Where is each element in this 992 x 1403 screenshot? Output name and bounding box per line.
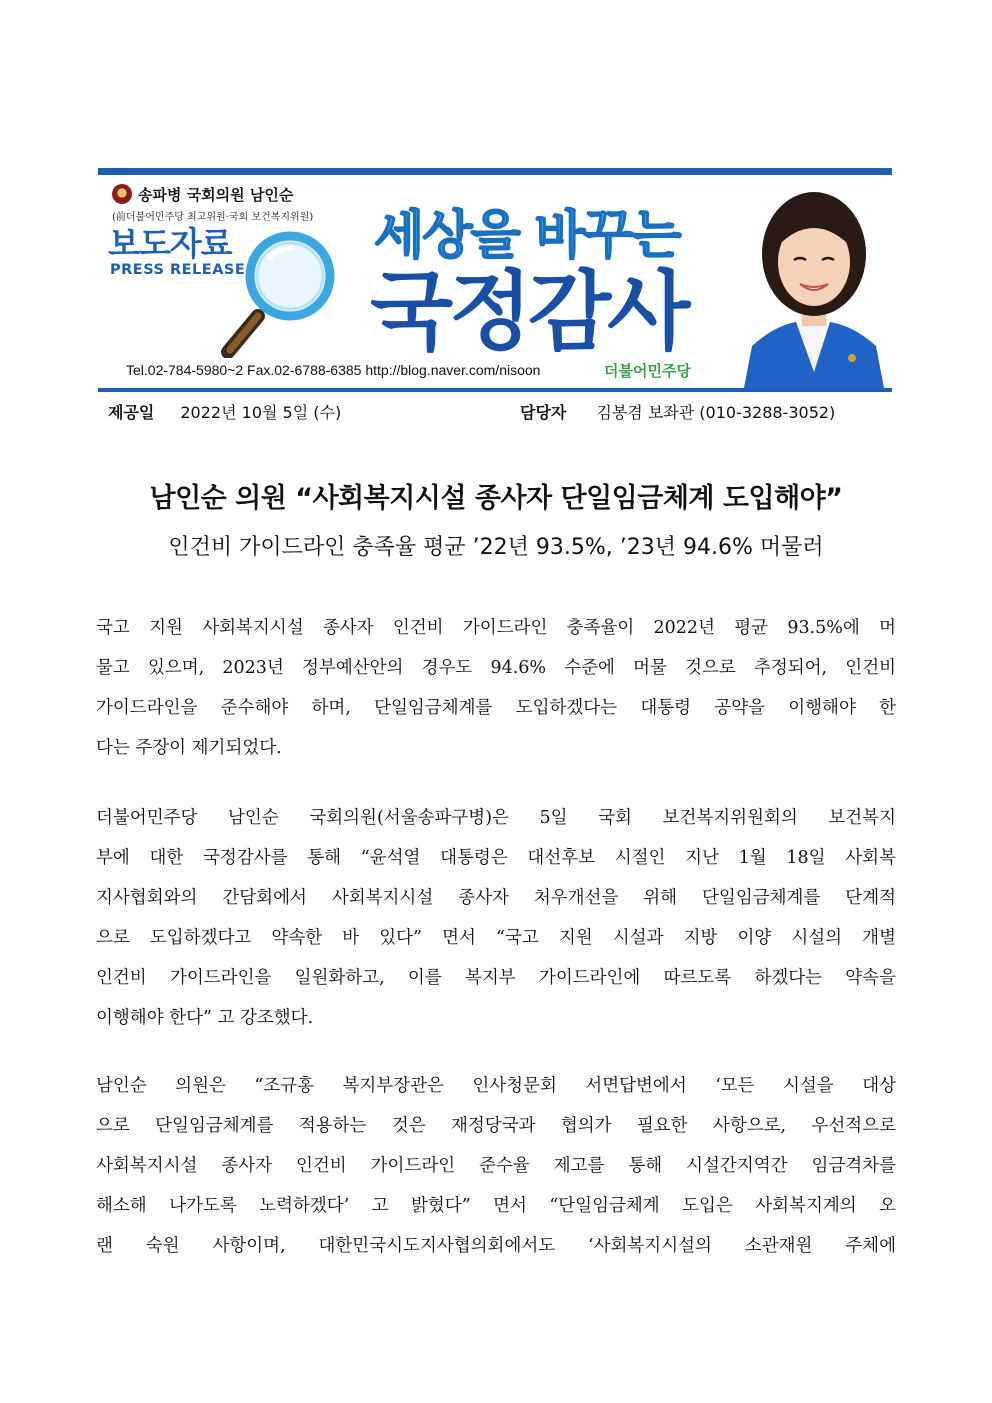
paragraph-line: 이행해야 한다” 고 강조했다.	[96, 1008, 314, 1028]
release-date-label: 제공일	[108, 403, 155, 422]
paragraph-line: 부에 대한 국정감사를 통해 “윤석열 대통령은 대선후보 시절인 지난 1월 18일 사회복	[96, 848, 896, 868]
paragraph-line: 남인순 의원은 “조규홍 복지부장관은 인사청문회 서면답변에서 ‘모든 시설을 대상	[96, 1076, 896, 1096]
member-affiliation: (前더불어민주당 최고위원·국회 보건복지위원)	[112, 212, 314, 223]
contact-person-label: 담당자	[520, 403, 567, 422]
banner-headline-line2: 국정감사	[370, 262, 687, 362]
contact-person-value: 김봉겸 보좌관 (010-3288-3052)	[596, 403, 836, 422]
paragraph-line: 국고 지원 사회복지시설 종사자 인건비 가이드라인 충족율이 2022년 평균 93.5%에 머	[96, 618, 896, 638]
member-portrait	[734, 176, 892, 388]
paragraph-line: 해소해 나가도록 노력하겠다’ 고 밝혔다” 면서 “단일임금체계 도입은 사회복지계의 오	[96, 1196, 896, 1216]
paragraph-line: 으로 단일임금체계를 적용하는 것은 재정당국과 협의가 필요한 사항으로, 우선적으로	[96, 1116, 896, 1136]
banner-bottom-bar	[98, 388, 892, 392]
press-release-label-english: PRESS RELEASE	[110, 262, 246, 278]
press-release-label-korean: 보도자료	[108, 224, 232, 263]
paragraph-line: 랜 숙원 사항이며, 대한민국시도지사협의회에서도 ‘사회복지시설의 소관재원 주체에	[96, 1236, 896, 1256]
body-paragraph-3	[96, 1066, 896, 1266]
paragraph-line: 인건비 가이드라인을 일원화하고, 이를 복지부 가이드라인에 따르도록 하겠다는 약속을	[96, 968, 896, 988]
banner-contact-info: Tel.02-784-5980~2 Fax.02-6788-6385 http://blog.naver.com/nisoon	[126, 362, 541, 378]
banner-top-bar	[98, 168, 892, 175]
magnifier-icon	[218, 228, 338, 358]
article-subtitle: 인건비 가이드라인 충족율 평균 ’22년 93.5%, ’23년 94.6% 머물러	[168, 535, 824, 560]
party-logo-text: 더불어민주당	[604, 362, 691, 380]
paragraph-line: 지사협회와의 간담회에서 사회복지시설 종사자 처우개선을 위해 단일임금체계를 단계적	[96, 888, 896, 908]
contact-person-row	[520, 400, 835, 426]
paragraph-line: 물고 있으며, 2023년 정부예산안의 경우도 94.6% 수준에 머물 것으로 추정되어, 인건비	[96, 658, 896, 678]
paragraph-line: 다는 주장이 제기되었다.	[96, 738, 282, 758]
press-release-banner	[98, 168, 892, 392]
national-assembly-seal-icon	[112, 184, 132, 204]
member-name: 송파병 국회의원 남인순	[138, 186, 294, 204]
paragraph-line: 으로 도입하겠다고 약속한 바 있다” 면서 “국고 지원 시설과 지방 이양 시설의 개별	[96, 928, 896, 948]
paragraph-line: 가이드라인을 준수해야 하며, 단일임금체계를 도입하겠다는 대통령 공약을 이행해야 한	[96, 698, 896, 718]
paragraph-line: 사회복지시설 종사자 인건비 가이드라인 준수율 제고를 통해 시설간지역간 임금격차를	[96, 1156, 896, 1176]
article-title: 남인순 의원 “사회복지시설 종사자 단일임금체계 도입해야”	[149, 483, 843, 514]
paragraph-line: 더불어민주당 남인순 국회의원(서울송파구병)은 5일 국회 보건복지위원회의 보건복지	[96, 808, 896, 828]
release-date-value: 2022년 10월 5일 (수)	[180, 403, 342, 422]
release-date-row	[108, 400, 341, 426]
body-paragraph-2	[96, 798, 896, 1038]
body-paragraph-1	[96, 608, 896, 768]
banner-headline-line1: 세상을 바꾸는	[374, 206, 680, 266]
